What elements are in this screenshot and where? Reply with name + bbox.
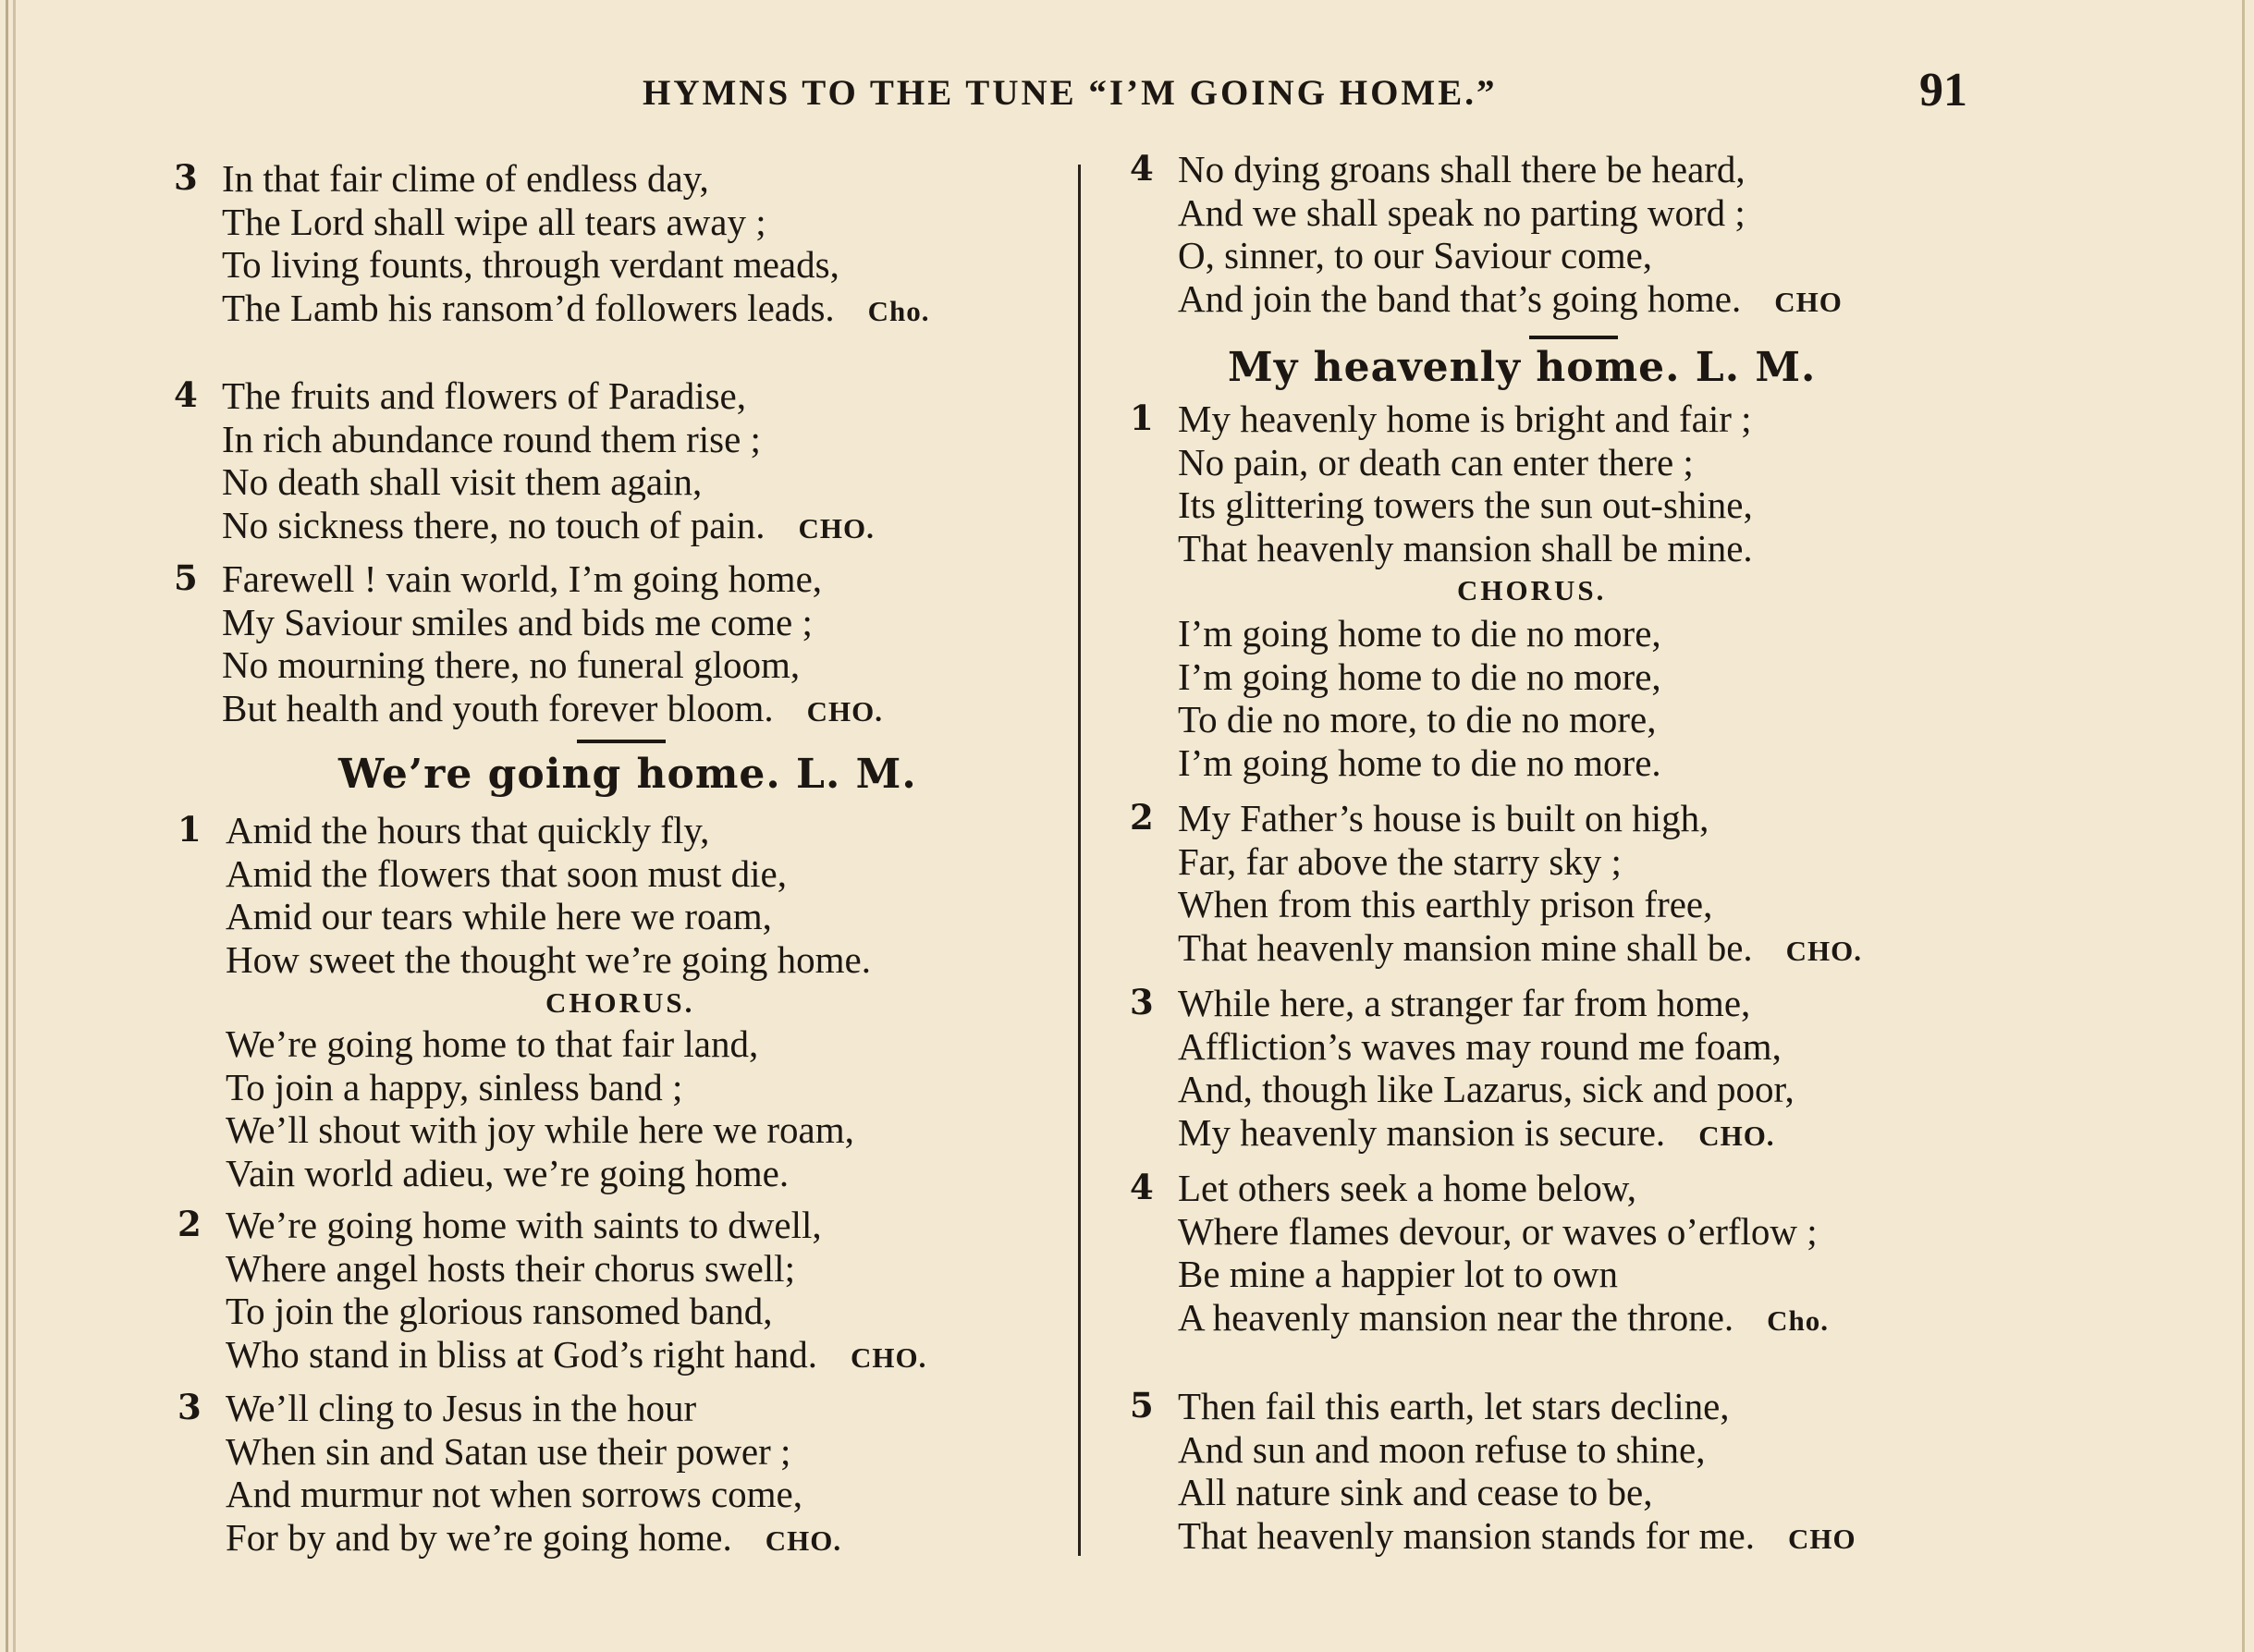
verse-line xyxy=(1178,234,1843,277)
verse-line xyxy=(1178,926,1862,973)
verse-line-text: No dying groans shall there be heard, xyxy=(1178,148,1746,190)
verse xyxy=(178,1204,927,1379)
chorus-line: To join a happy, sinless band ; xyxy=(226,1065,683,1108)
verse-line xyxy=(226,1204,926,1247)
verse-line xyxy=(222,643,930,687)
verse-line-text: Farewell ! vain world, I’m going home, xyxy=(222,557,823,600)
verse-line-text: The Lord shall wipe all tears away ; xyxy=(222,200,766,243)
verse xyxy=(174,157,930,333)
verse-line xyxy=(222,243,930,287)
verse-line xyxy=(226,895,871,938)
verse-line-text: Be mine a happier lot to own xyxy=(1178,1253,1618,1295)
verse-line-text: For by and by we’re going home. xyxy=(226,1515,732,1559)
verse xyxy=(178,809,871,981)
verse xyxy=(1130,398,1753,569)
chorus-marker: Cho. xyxy=(867,294,930,327)
verse-number: 4 xyxy=(174,374,198,415)
chorus-label: CHORUS. xyxy=(1457,574,1607,606)
verse-line-text: To join the glorious ransomed band, xyxy=(226,1290,773,1332)
verse-line xyxy=(222,687,930,734)
verse-line xyxy=(222,557,930,601)
chorus-marker: CHO. xyxy=(1698,1119,1775,1152)
chorus-marker: CHO. xyxy=(798,511,875,545)
verse-line-text: When from this earthly prison free, xyxy=(1178,883,1713,925)
verse-line xyxy=(222,287,930,334)
verse-line-text: And, though like Lazarus, sick and poor, xyxy=(1178,1068,1795,1110)
verse-line xyxy=(226,1333,926,1380)
verse-line xyxy=(1178,148,1843,191)
verse-line xyxy=(222,201,930,244)
verse-line-text: While here, a stranger far from home, xyxy=(1178,982,1751,1024)
verse-line-text: When sin and Satan use their power ; xyxy=(226,1429,791,1473)
verse-number: 4 xyxy=(1130,1167,1154,1207)
chorus-line: I’m going home to die no more. xyxy=(1178,740,1661,784)
verse-line-text: Then fail this earth, let stars decline, xyxy=(1178,1385,1730,1427)
verse xyxy=(1130,1385,1862,1560)
verse-line-text: To living founts, through verdant meads, xyxy=(222,243,839,286)
title-rule xyxy=(1529,336,1618,339)
verse-line xyxy=(1178,1025,1862,1069)
verse-line-text: No death shall visit them again, xyxy=(222,460,703,503)
verse-line xyxy=(1178,191,1843,235)
verse-line xyxy=(1178,797,1862,840)
page-edge xyxy=(6,0,8,1652)
verse-line xyxy=(222,504,930,551)
verse-line xyxy=(222,601,930,644)
verse-line xyxy=(1178,1253,1862,1296)
title-rule xyxy=(577,740,666,743)
verse-number: 2 xyxy=(178,1204,202,1244)
verse-line-text: All nature sink and cease to be, xyxy=(1178,1471,1653,1513)
verse-line xyxy=(1178,883,1862,926)
verse-line-text: We’re going home with saints to dwell, xyxy=(226,1204,822,1246)
verse-number: 5 xyxy=(174,557,198,598)
chorus-line: I’m going home to die no more, xyxy=(1178,655,1661,698)
chorus-line: To die no more, to die no more, xyxy=(1178,698,1657,740)
verse-line xyxy=(1178,1514,1862,1561)
verse-line xyxy=(1178,840,1862,884)
page-edge xyxy=(2242,0,2245,1652)
verse-line-text: My heavenly home is bright and fair ; xyxy=(1178,398,1752,440)
verse-line-text: Where angel hosts their chorus swell; xyxy=(226,1246,795,1290)
verse xyxy=(174,557,930,733)
verse xyxy=(1130,1167,1862,1342)
verse-line-text: The fruits and flowers of Paradise, xyxy=(222,374,746,417)
verse-line xyxy=(226,852,871,896)
verse-number: 1 xyxy=(178,809,202,850)
verse-line xyxy=(1178,483,1753,527)
verse-number: 1 xyxy=(1130,398,1154,438)
verse-line xyxy=(1178,1385,1862,1428)
verse xyxy=(174,374,930,550)
page-edge xyxy=(13,0,16,1652)
verse-line-text: Its glittering towers the sun out-shine, xyxy=(1178,483,1753,526)
chorus-marker: CHO. xyxy=(806,694,884,728)
verse xyxy=(1130,797,1863,973)
verse-line xyxy=(1178,1167,1862,1210)
verse-line-text: We’ll cling to Jesus in the hour xyxy=(226,1387,697,1429)
verse-line-text: That heavenly mansion shall be mine. xyxy=(1178,526,1753,569)
verse xyxy=(1130,982,1862,1157)
verse-line xyxy=(1178,1296,1862,1343)
verse-line xyxy=(1178,1471,1862,1514)
verse-line xyxy=(1178,1068,1862,1111)
verse-line xyxy=(1178,1111,1862,1158)
verse-line-text: Affliction’s waves may round me foam, xyxy=(1178,1024,1782,1068)
verse-line xyxy=(1178,527,1753,570)
verse-number: 3 xyxy=(1130,982,1154,1022)
verse-line-text: Amid the hours that quickly fly, xyxy=(226,809,710,851)
verse-line-text: In that fair clime of endless day, xyxy=(222,157,709,200)
verse-number: 5 xyxy=(1130,1385,1154,1426)
verse-line-text: A heavenly mansion near the throne. xyxy=(1178,1295,1734,1339)
verse-line-text: No pain, or death can enter there ; xyxy=(1178,440,1694,483)
chorus-marker: CHO. xyxy=(1785,934,1863,967)
verse-line-text: Let others seek a home below, xyxy=(1178,1167,1637,1209)
hymn-title: My heavenly home. L. M. xyxy=(1228,344,1817,391)
verse-line-text: O, sinner, to our Saviour come, xyxy=(1178,234,1653,276)
page-number: 91 xyxy=(1919,64,1967,116)
verse-line xyxy=(222,460,930,504)
verse-line-text: Amid the flowers that soon must die, xyxy=(226,851,787,895)
verse-line xyxy=(226,1473,926,1516)
verse-number: 2 xyxy=(1130,797,1154,838)
verse-line-text: Who stand in bliss at God’s right hand. xyxy=(226,1332,818,1376)
chorus-label: CHORUS. xyxy=(545,986,695,1019)
hymn-title: We’re going home. L. M. xyxy=(338,751,917,798)
verse-line xyxy=(226,1247,926,1291)
verse-number: 3 xyxy=(174,157,198,198)
verse-line xyxy=(1178,982,1862,1025)
chorus-marker: CHO xyxy=(1774,285,1843,318)
verse-line-text: My heavenly mansion is secure. xyxy=(1178,1110,1666,1154)
verse-line-text: That heavenly mansion stands for me. xyxy=(1178,1513,1755,1557)
verse-line-text: But health and youth forever bloom. xyxy=(222,686,774,729)
verse-line xyxy=(222,418,930,461)
chorus-line: We’re going home to that fair land, xyxy=(226,1022,759,1065)
verse-line xyxy=(226,1290,926,1333)
verse-line xyxy=(1178,277,1843,324)
verse-line xyxy=(226,938,871,982)
verse-line-text: Far, far above the starry sky ; xyxy=(1178,839,1622,883)
verse-line-text: That heavenly mansion mine shall be. xyxy=(1178,925,1753,969)
verse-line-text: My Father’s house is built on high, xyxy=(1178,797,1709,839)
column-divider xyxy=(1078,165,1081,1556)
verse-line-text: The Lamb his ransom’d followers leads. xyxy=(222,286,835,329)
chorus-line: Vain world adieu, we’re going home. xyxy=(226,1151,790,1194)
chorus-marker: CHO. xyxy=(765,1524,842,1557)
verse-line xyxy=(1178,441,1753,484)
verse-line xyxy=(1178,398,1753,441)
verse-line-text: Amid our tears while here we roam, xyxy=(226,895,772,937)
verse-line xyxy=(226,809,871,852)
chorus-marker: CHO. xyxy=(851,1340,927,1374)
verse-line-text: How sweet the thought we’re going home. xyxy=(226,937,871,981)
verse-line-text: No mourning there, no funeral gloom, xyxy=(222,643,801,686)
chorus-line: We’ll shout with joy while here we roam, xyxy=(226,1108,854,1151)
chorus-line: I’m going home to die no more, xyxy=(1178,612,1661,655)
running-title: HYMNS TO THE TUNE “I’M GOING HOME.” xyxy=(643,73,1498,113)
verse xyxy=(1130,148,1843,324)
chorus-marker: Cho. xyxy=(1767,1303,1830,1337)
verse-line-text: And we shall speak no parting word ; xyxy=(1178,190,1746,234)
verse xyxy=(178,1387,926,1562)
verse-line xyxy=(1178,1428,1862,1472)
verse-line-text: No sickness there, no touch of pain. xyxy=(222,503,766,546)
verse-line xyxy=(1178,1210,1862,1254)
verse-line-text: And sun and moon refuse to shine, xyxy=(1178,1427,1706,1471)
verse-number: 4 xyxy=(1130,148,1154,189)
verse-line-text: In rich abundance round them rise ; xyxy=(222,417,761,460)
chorus-marker: CHO xyxy=(1787,1522,1856,1555)
verse-line xyxy=(226,1430,926,1474)
verse-line xyxy=(226,1387,926,1430)
verse-line-text: Where flames devour, or waves o’erflow ; xyxy=(1178,1209,1818,1253)
verse-line-text: My Saviour smiles and bids me come ; xyxy=(222,600,813,643)
verse-line xyxy=(222,374,930,418)
verse-line-text: And join the band that’s going home. xyxy=(1178,276,1742,320)
verse-line xyxy=(226,1516,926,1563)
verse-line-text: And murmur not when sorrows come, xyxy=(226,1473,803,1515)
verse-line xyxy=(222,157,930,201)
verse-number: 3 xyxy=(178,1387,202,1427)
